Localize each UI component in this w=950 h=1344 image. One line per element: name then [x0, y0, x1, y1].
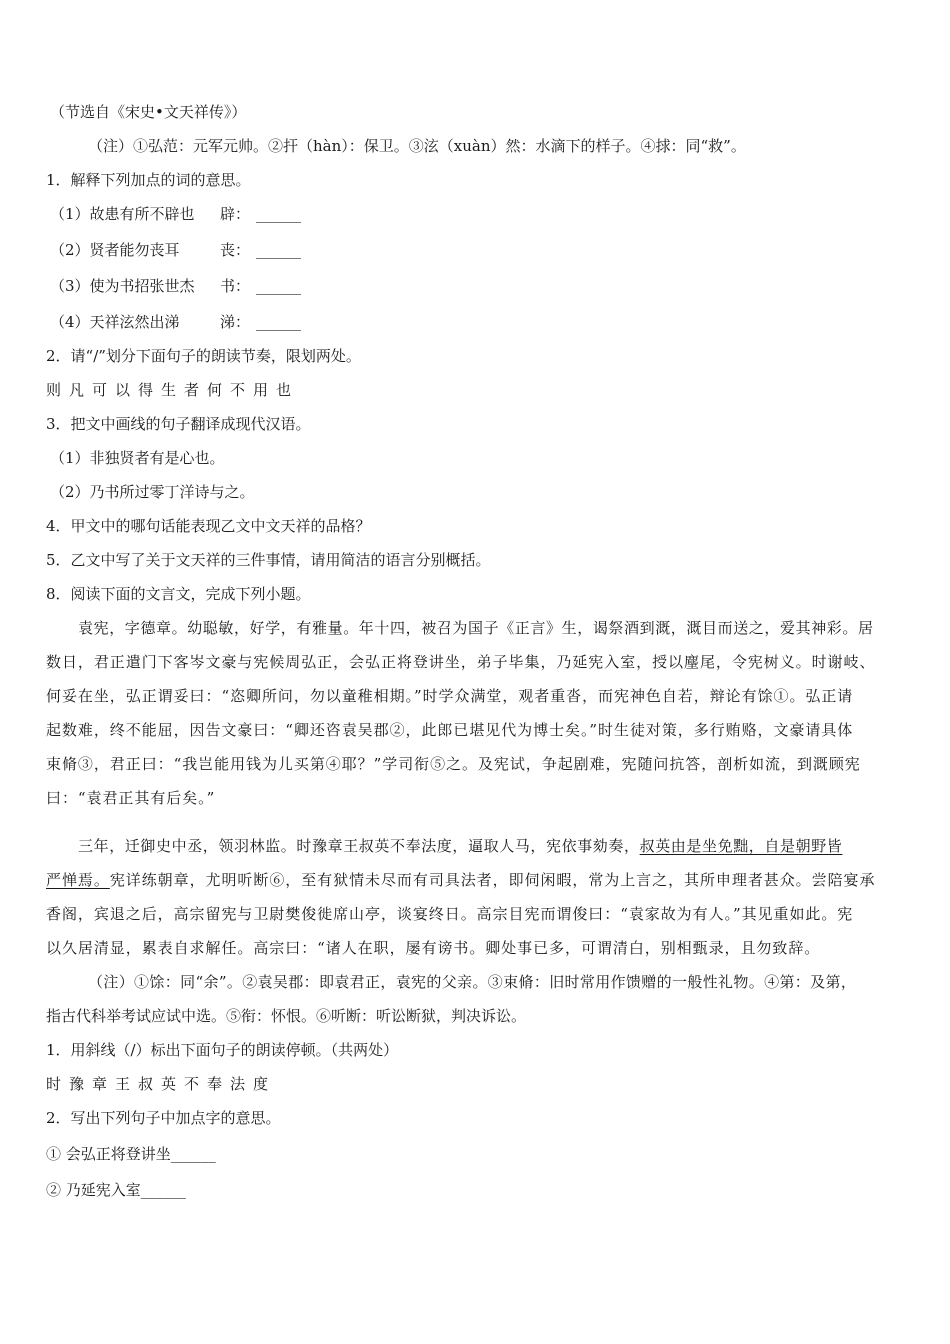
question-3-item-2: （2）乃书所过零丁洋诗与之。 — [50, 483, 255, 501]
underlined-sentence: 严惮焉。 — [46, 871, 110, 889]
passage-source: （节选自《宋史•文天祥传》） — [50, 103, 247, 121]
para1-line-2: 数日，君正遣门下客岑文豪与宪候周弘正，会弘正将登讲坐，弟子毕集，乃延宪入室，授以麈尾，令宪树义。时谢岐、 — [46, 653, 876, 671]
q1-item-sentence: （2）贤者能勿丧耳 — [50, 241, 180, 259]
question-5: 5．乙文中写了关于文天祥的三件事情，请用简洁的语言分别概括。 — [46, 551, 491, 569]
para2-line-3: 香阁，宾退之后，高宗留宪与卫尉樊俊徙席山亭，谈宴终日。高宗目宪而谓俊曰：“袁家故为有人。”其见重如此。宪 — [46, 905, 854, 923]
q1-item-word: 丧： — [220, 241, 251, 259]
q2-item-text: ② 乃延宪入室 — [46, 1181, 141, 1199]
para2-line-4: 以久居清显，累表自求解任。高宗曰：“诸人在职，屡有谤书。卿处事已多，可谓清白，别相甄录，且勿致辞。 — [46, 939, 821, 957]
para1-line-3: 何妥在坐，弘正谓妥曰：“恣卿所问，勿以童稚相期。”时学众满堂，观者重沓，而宪神色自若，辩论有馀①。弘正请 — [46, 687, 854, 705]
q1-item-4 — [50, 312, 301, 332]
underlined-sentence: 叔英由是坐免黜，自是朝野皆 — [639, 837, 843, 855]
answer-blank[interactable]: ______ — [256, 241, 301, 259]
q1-item-1 — [50, 204, 301, 224]
para1-line-1: 袁宪，字德章。幼聪敏，好学，有雅量。年十四，被召为国子《正言》生，谒祭酒到溉，溉目而送之，爱其神彩。居 — [78, 619, 874, 637]
section-8-q1-sentence: 时豫章王叔英不奉法度 — [46, 1075, 277, 1093]
q1-item-word: 涕： — [220, 313, 251, 331]
section-8-q2-stem: 2．写出下列句子中加点字的意思。 — [46, 1109, 281, 1127]
answer-blank[interactable]: ______ — [256, 313, 301, 331]
answer-blank[interactable]: ______ — [140, 1181, 186, 1199]
question-2-stem: 2．请“/”划分下面句子的朗读节奏，限划两处。 — [46, 347, 361, 365]
passage-note: （注）①弘范：元军元帅。②扞（hàn）：保卫。③泫（xuàn）然：水滴下的样子。④捄：同“救”。 — [88, 137, 746, 155]
q1-item-sentence: （3）使为书招张世杰 — [50, 277, 195, 295]
para2-line-2 — [46, 870, 875, 890]
q1-item-3 — [50, 276, 301, 296]
answer-blank[interactable]: ______ — [170, 1145, 216, 1163]
q1-item-2 — [50, 240, 301, 260]
question-2-sentence: 则凡可以得生者何不用也 — [46, 381, 300, 399]
q2-item-text: ① 会弘正将登讲坐 — [46, 1145, 171, 1163]
section-8-note-line-2: 指古代科举考试应试中选。⑤衔：怀恨。⑥听断：听讼断狱，判决诉讼。 — [46, 1007, 527, 1025]
section-8-q1-stem: 1．用斜线（/）标出下面句子的朗读停顿。（共两处） — [46, 1041, 399, 1059]
para1-line-6: 曰：“袁君正其有后矣。” — [46, 789, 216, 807]
q1-item-sentence: （1）故患有所不辟也 — [50, 205, 195, 223]
para2-line-1 — [78, 836, 842, 856]
para2-text: 宪详练朝章，尤明听断⑥，至有狱情未尽而有司具法者，即伺闲暇，常为上言之，其所申理者甚众。尝陪宴承 — [109, 871, 876, 889]
question-3-item-1: （1）非独贤者有是心也。 — [50, 449, 225, 467]
section-8-note-line-1: （注）①馀：同“余”。②袁吴郡：即袁君正，袁宪的父亲。③束脩：旧时常用作馈赠的一般性礼物。④第：及第， — [88, 973, 857, 991]
question-4: 4．甲文中的哪句话能表现乙文中文天祥的品格？ — [46, 517, 371, 535]
section-8-title: 8．阅读下面的文言文，完成下列小题。 — [46, 585, 311, 603]
q1-item-word: 书： — [220, 277, 251, 295]
q1-item-word: 辟： — [220, 205, 251, 223]
section-8-q2-item-1 — [46, 1144, 216, 1164]
question-1-stem: 1．解释下列加点的词的意思。 — [46, 171, 251, 189]
section-8-q2-item-2 — [46, 1180, 186, 1200]
para1-line-4: 起数难，终不能屈，因告文豪曰：“卿还咨袁吴郡②，此郎已堪见代为博士矣。”时生徒对策，多行贿赂，文豪请具体 — [46, 721, 854, 739]
answer-blank[interactable]: ______ — [256, 277, 301, 295]
answer-blank[interactable]: ______ — [256, 205, 301, 223]
question-3-stem: 3．把文中画线的句子翻译成现代汉语。 — [46, 415, 311, 433]
para2-text: 三年，迁御史中丞，领羽林监。时豫章王叔英不奉法度，逼取人马，宪依事劾奏， — [78, 837, 640, 855]
q1-item-sentence: （4）天祥泫然出涕 — [50, 313, 180, 331]
para1-line-5: 束脩③，君正曰：“我岂能用钱为儿买第④耶？”学司衔⑤之。及宪试，争起剧难，宪随问抗答，剖析如流，到溉顾宪 — [46, 755, 861, 773]
